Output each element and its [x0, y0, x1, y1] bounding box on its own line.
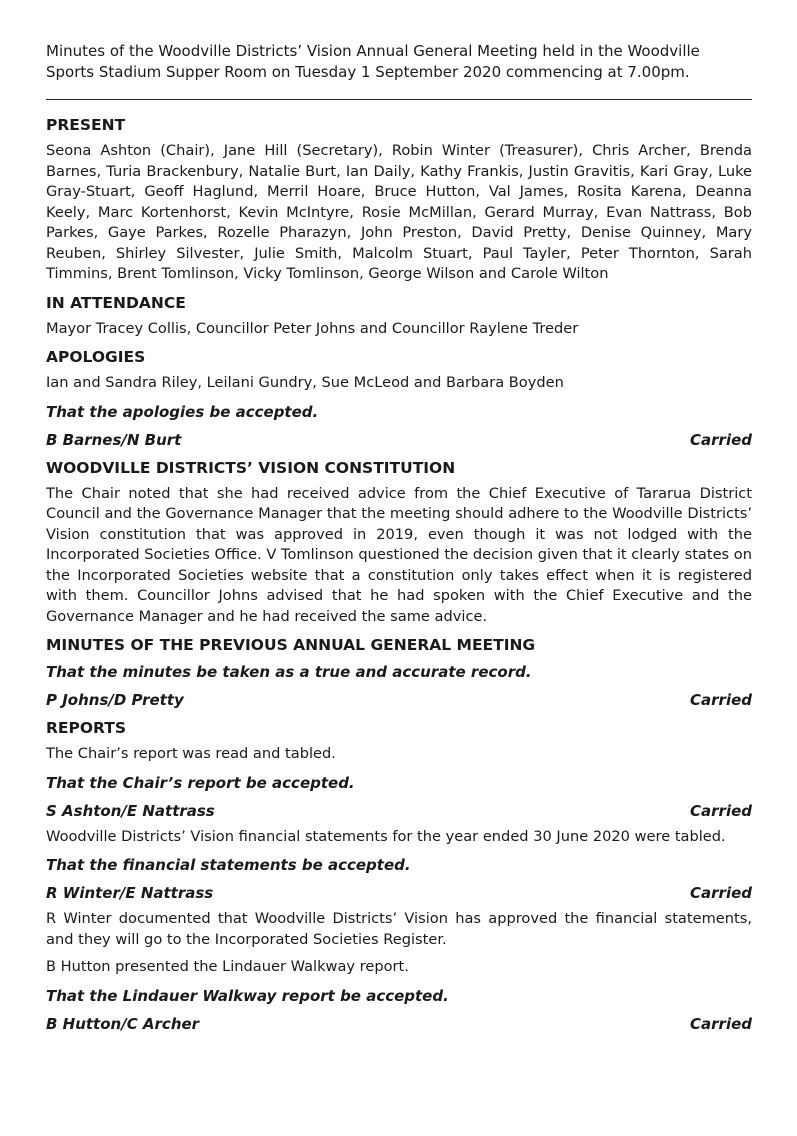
previous-minutes-resolution: That the minutes be taken as a true and accurate record. — [46, 663, 532, 681]
motion-movers: B Hutton/C Archer — [46, 1014, 200, 1033]
motion-movers: P Johns/D Pretty — [46, 691, 184, 709]
present-heading: PRESENT — [46, 116, 126, 134]
motion-status: Carried — [690, 884, 752, 902]
walkway-report-motion — [46, 1013, 752, 1035]
present-list: Seona Ashton (Chair), Jane Hill (Secretary), Robin Winter (Treasurer), Chris Archer, Brenda Barnes, Turia Brackenbury, Natalie Burt, Ian Daily, Kathy Frankis, Justin Gravitis, Kari Gray, Luke Gray-Stuart, Geoff Haglund, Merril Hoare, Bruce Hutton, Val James, Rosita Karena, Deanna Keely, Marc Kortenhorst, Kevin McIntyre, Rosie McMillan, Gerard Murray, Evan Nattrass, Bob Parkes, Gaye Parkes, Rozelle Pharazyn, John Preston, David Pretty, Denise Quinney, Mary Reuben, Shirley Silvester, Julie Smith, Malcolm Stuart, Paul Tayler, Peter Thornton, Sarah Timmins, Brent Tomlinson, Vicky Tomlinson, George Wilson and Carole Wilton — [46, 142, 752, 282]
motion-status: Carried — [690, 430, 752, 449]
walkway-report-text: B Hutton presented the Lindauer Walkway report. — [46, 958, 409, 975]
attendance-list: Mayor Tracey Collis, Councillor Peter Johns and Councillor Raylene Treder — [46, 319, 579, 337]
constitution-text: The Chair noted that she had received advice from the Chief Executive of Tararua District Council and the Governance Manager that the meeting should adhere to the Woodville Districts’ Vision constitution that was approved in 2019, even though it was not lodged with the Incorporated Societies Office. V Tomlinson questioned the decision given that it clearly states on the Incorporated Societies website that a constitution only takes effect when it is registered with them. Councillor Johns advised that he had spoken with the Chief Executive and the Governance Manager and he had received the same advice. — [46, 484, 752, 625]
financial-statements-text: Woodville Districts’ Vision financial statements for the year ended 30 June 2020 were tabled. — [46, 827, 726, 845]
motion-movers: S Ashton/E Nattrass — [46, 801, 215, 820]
financial-statements-motion — [46, 882, 752, 904]
motion-status: Carried — [690, 1014, 752, 1033]
minutes-document — [46, 41, 752, 1040]
header-divider — [46, 99, 752, 100]
winter-note-text: R Winter documented that Woodville Districts’ Vision has approved the financial statements, and they will go to the Incorporated Societies Register. — [46, 910, 752, 948]
attendance-heading: IN ATTENDANCE — [46, 293, 186, 312]
chair-report-text: The Chair’s report was read and tabled. — [46, 745, 336, 762]
motion-status: Carried — [690, 691, 752, 709]
motion-status: Carried — [690, 801, 752, 820]
financial-statements-resolution: That the financial statements be accepted. — [46, 856, 411, 874]
chair-report-motion — [46, 800, 752, 822]
apologies-list: Ian and Sandra Riley, Leilani Gundry, Sue McLeod and Barbara Boyden — [46, 374, 564, 391]
previous-minutes-motion — [46, 689, 752, 711]
apologies-heading: APOLOGIES — [46, 348, 146, 366]
meeting-intro: Minutes of the Woodville Districts’ Vision Annual General Meeting held in the Woodville Sports Stadium Supper Room on Tuesday 1 September 2020 commencing at 7.00pm. — [46, 42, 700, 81]
motion-movers: R Winter/E Nattrass — [46, 884, 214, 902]
apologies-resolution: That the apologies be accepted. — [46, 402, 319, 421]
walkway-report-resolution: That the Lindauer Walkway report be accepted. — [46, 986, 449, 1005]
chair-report-resolution: That the Chair’s report be accepted. — [46, 773, 355, 792]
previous-minutes-heading: MINUTES OF THE PREVIOUS ANNUAL GENERAL MEETING — [46, 636, 536, 654]
apologies-motion — [46, 429, 752, 451]
reports-heading: REPORTS — [46, 719, 127, 737]
constitution-heading: WOODVILLE DISTRICTS’ VISION CONSTITUTION — [46, 458, 456, 477]
motion-movers: B Barnes/N Burt — [46, 430, 182, 449]
